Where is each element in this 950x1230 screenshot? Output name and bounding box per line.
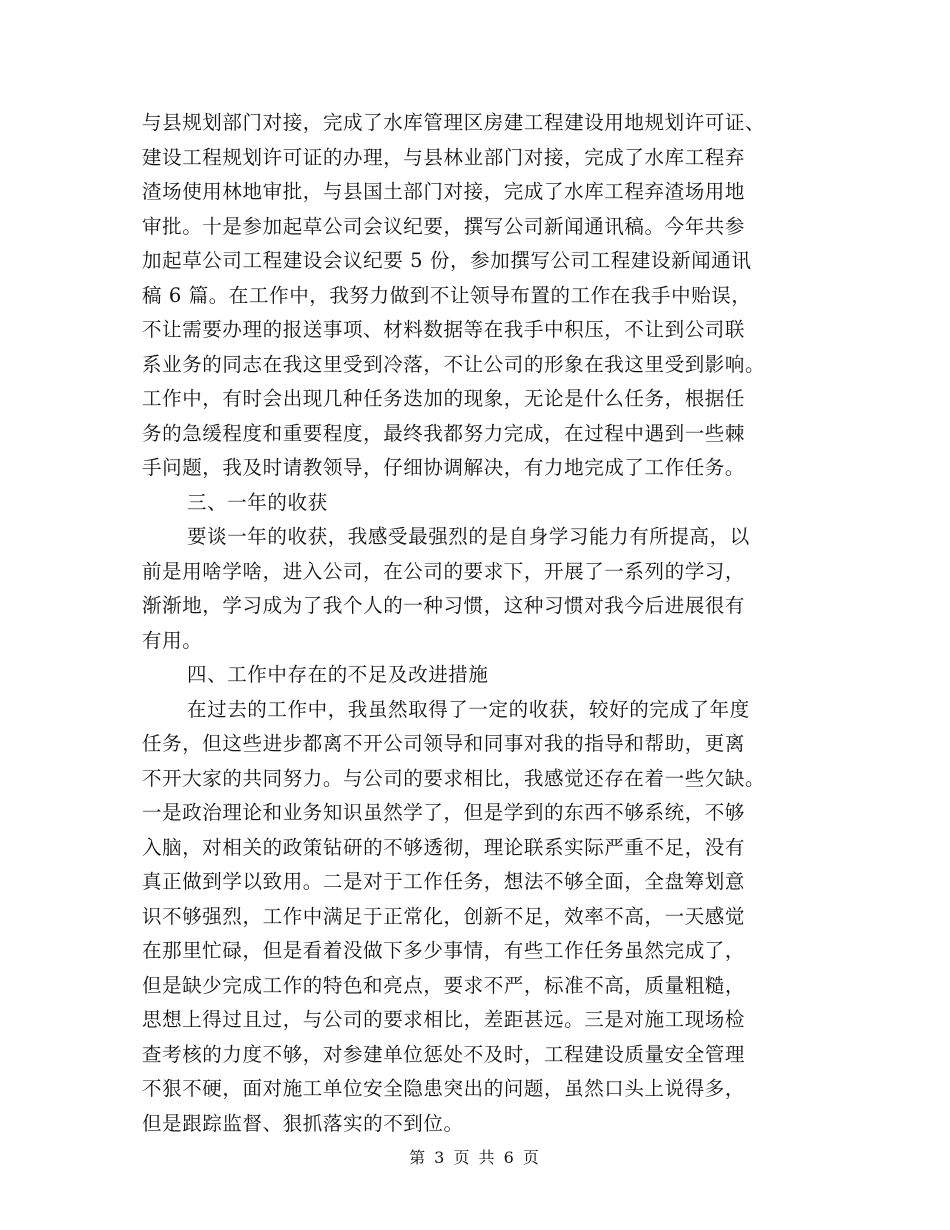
- text-line: 手问题，我及时请教领导，仔细协调解决，有力地完成了工作任务。: [142, 456, 746, 479]
- paragraph-start: 要谈一年的收获，我感受最强烈的是自身学习能力有所提高，以: [187, 525, 750, 548]
- text-line: 前是用啥学啥，进入公司，在公司的要求下，开展了一系列的学习，: [142, 559, 746, 583]
- text-line: 但是跟踪监督、狠抓落实的不到位。: [142, 1111, 464, 1135]
- section-heading: 四、工作中存在的不足及改进措施: [187, 663, 489, 686]
- text-line: 思想上得过且过，与公司的要求相比，差距甚远。三是对施工现场检: [142, 1008, 746, 1031]
- text-line: 真正做到学以致用。二是对于工作任务，想法不够全面，全盘筹划意: [142, 870, 746, 893]
- text-line: 不狠不硬，面对施工单位安全隐患突出的问题，虽然口头上说得多，: [142, 1077, 746, 1100]
- text-line: 任务，但这些进步都离不开公司领导和同事对我的指导和帮助，更离: [142, 732, 746, 755]
- text-line: 有用。: [142, 628, 203, 652]
- text-line: 渣场使用林地审批，与县国土部门对接，完成了水库工程弃渣场用地: [142, 180, 746, 203]
- text-line: 稿 6 篇。在工作中，我努力做到不让领导布置的工作在我手中贻误，: [142, 283, 752, 307]
- page-number-footer: 第 3 页 共 6 页: [409, 1148, 541, 1167]
- text-line: 入脑，对相关的政策钻研的不够透彻，理论联系实际严重不足，没有: [142, 835, 746, 859]
- text-line: 在那里忙碌，但是看着没做下多少事情，有些工作任务虽然完成了，: [142, 939, 746, 962]
- text-line: 加起草公司工程建设会议纪要 5 份，参加撰写公司工程建设新闻通讯: [142, 249, 752, 272]
- text-line: 一是政治理论和业务知识虽然学了，但是学到的东西不够系统，不够: [142, 801, 746, 824]
- text-line: 务的急缓程度和重要程度，最终我都努力完成，在过程中遇到一些棘: [142, 421, 746, 445]
- text-line: 建设工程规划许可证的办理，与县林业部门对接，完成了水库工程弃: [142, 145, 746, 169]
- text-line: 审批。十是参加起草公司会议纪要，撰写公司新闻通讯稿。今年共参: [142, 214, 746, 238]
- text-line: 识不够强烈，工作中满足于正常化，创新不足，效率不高，一天感觉: [142, 904, 746, 928]
- text-line: 系业务的同志在我这里受到冷落，不让公司的形象在我这里受到影响。: [142, 352, 766, 376]
- text-line: 渐渐地，学习成为了我个人的一种习惯，这种习惯对我今后进展很有: [142, 594, 746, 617]
- text-line: 但是缺少完成工作的特色和亮点，要求不严，标准不高，质量粗糙，: [142, 973, 746, 997]
- body-text: [142, 106, 818, 1141]
- text-line: 工作中，有时会出现几种任务迭加的现象，无论是什么任务，根据任: [142, 387, 746, 410]
- section-heading: 三、一年的收获: [187, 490, 328, 514]
- text-line: 不让需要办理的报送事项、材料数据等在我手中积压，不让到公司联: [142, 318, 746, 341]
- text-line: 与县规划部门对接，完成了水库管理区房建工程建设用地规划许可证、: [142, 111, 766, 134]
- text-line: 不开大家的共同努力。与公司的要求相比，我感觉还存在着一些欠缺。: [142, 766, 766, 790]
- paragraph-start: 在过去的工作中，我虽然取得了一定的收获，较好的完成了年度: [187, 697, 750, 721]
- text-line: 查考核的力度不够，对参建单位惩处不及时，工程建设质量安全管理: [142, 1042, 746, 1066]
